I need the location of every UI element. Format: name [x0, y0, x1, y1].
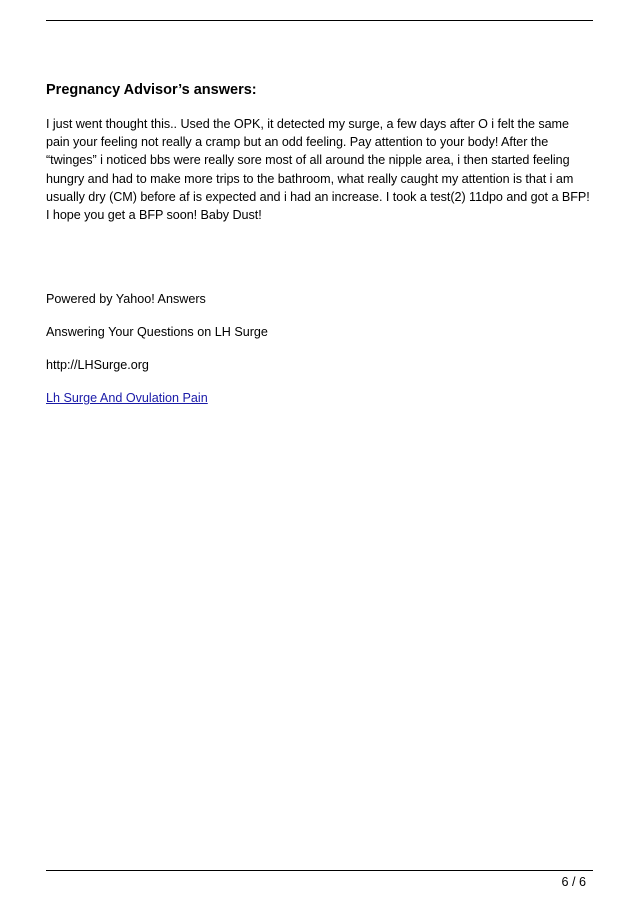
tagline-text: Answering Your Questions on LH Surge [46, 325, 268, 339]
article-link[interactable]: Lh Surge And Ovulation Pain [46, 391, 208, 405]
footer-block [46, 290, 594, 422]
page-number: 6 / 6 [561, 875, 586, 889]
section-heading: Pregnancy Advisor’s answers: [46, 82, 257, 98]
powered-by-text: Powered by Yahoo! Answers [46, 292, 206, 306]
top-rule [46, 20, 593, 21]
answer-text: I just went thought this.. Used the OPK, it detected my surge, a few days after O i felt the same pain your feeling not really a cramp but an odd feeling. Pay attention to your body! After the “twinges” i noticed bbs were really sore most of all around the nipple area, i then started feeling hungry and had to make more trips to the bathroom, what really caught my attention is that i am usually dry (CM) before af is expected and i had an increase. I took a test(2) 11dpo and got a BFP! I hope you get a BFP soon! Baby Dust! [46, 117, 590, 223]
site-url-text: http://LHSurge.org [46, 358, 149, 372]
answer-section [46, 80, 594, 224]
bottom-rule [46, 870, 593, 871]
